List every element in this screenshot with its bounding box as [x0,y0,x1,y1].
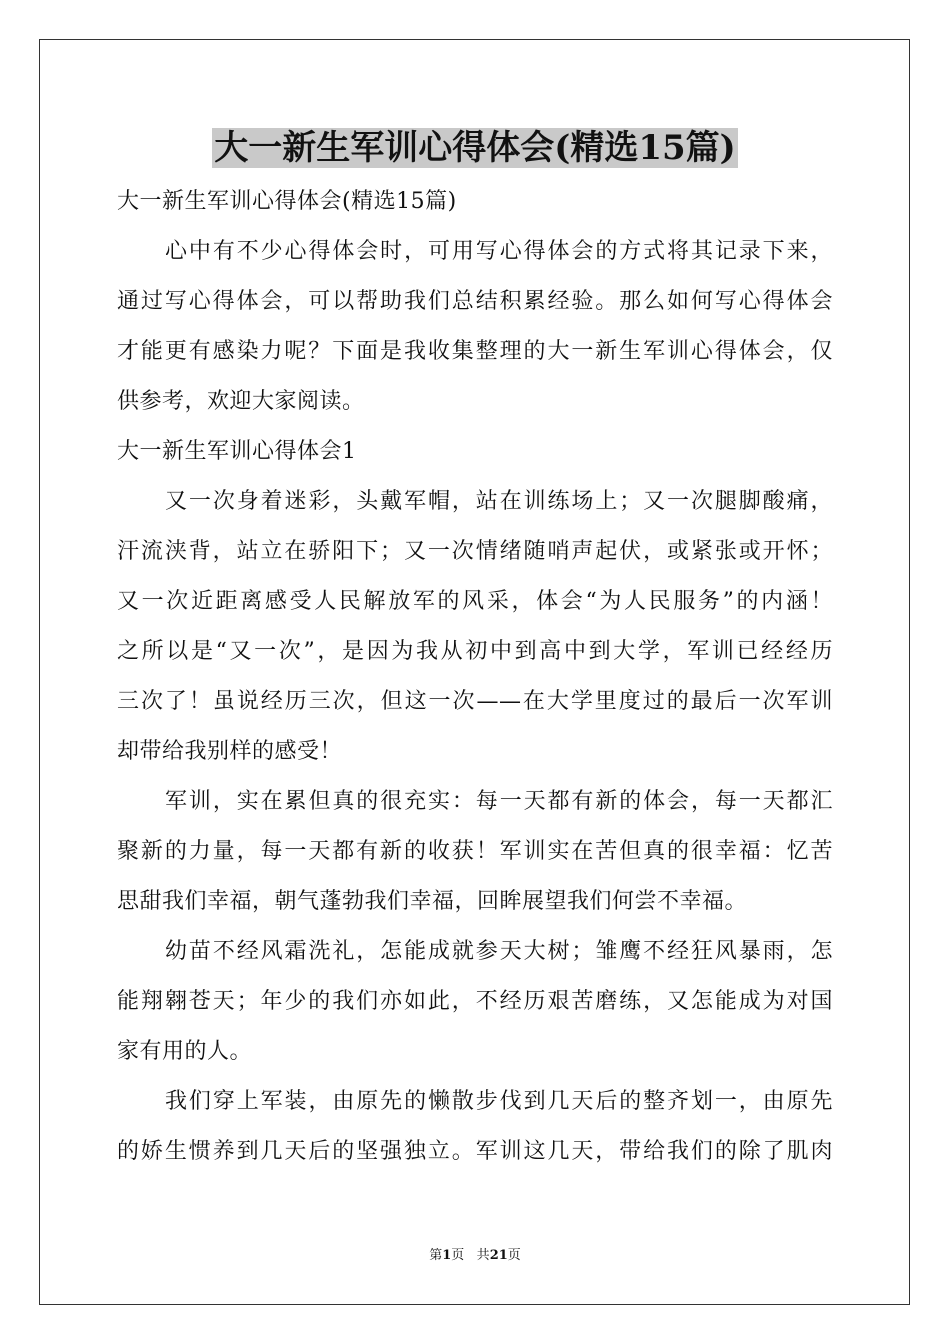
text-line: 我们穿上军装，由原先的懒散步伐到几天后的整齐划一，由原先 [165,1089,833,1114]
text-line: 的娇生惯养到几天后的坚强独立。军训这几天，带给我们的除了肌肉 [117,1139,833,1164]
text-line: 聚新的力量，每一天都有新的收获！军训实在苦但真的很幸福：忆苦 [117,839,833,864]
text-line: 汗流浃背，站立在骄阳下；又一次情绪随哨声起伏，或紧张或开怀； [117,539,833,564]
document-title [0,124,950,172]
document-title-text: 大一新生军训心得体会(精选15篇) [214,128,736,168]
text-line: 之所以是“又一次”，是因为我从初中到高中到大学，军训已经经历 [117,639,833,664]
footer-page-suffix: 页 [451,1248,465,1263]
text-line: 思甜我们幸福，朝气蓬勃我们幸福，回眸展望我们何尝不幸福。 [117,889,748,914]
text-line: 大一新生军训心得体会1 [117,439,357,464]
page-footer [0,1247,950,1265]
text-line: 军训，实在累但真的很充实：每一天都有新的体会，每一天都汇 [165,789,833,814]
footer-total-suffix: 页 [507,1248,521,1263]
text-line: 又一次身着迷彩，头戴军帽，站在训练场上；又一次腿脚酸痛， [165,489,833,514]
text-line: 心中有不少心得体会时，可用写心得体会的方式将其记录下来， [165,239,833,264]
text-line: 能翔翱苍天；年少的我们亦如此，不经历艰苦磨练，又怎能成为对国 [117,989,833,1014]
text-line: 供参考，欢迎大家阅读。 [117,389,365,414]
document-body [117,177,833,1177]
text-line: 通过写心得体会，可以帮助我们总结积累经验。那么如何写心得体会 [117,289,833,314]
text-line: 幼苗不经风霜洗礼，怎能成就参天大树；雏鹰不经狂风暴雨，怎 [165,939,833,964]
text-line: 大一新生军训心得体会(精选15篇) [117,189,457,214]
text-line: 才能更有感染力呢？下面是我收集整理的大一新生军训心得体会，仅 [117,339,833,364]
text-line: 又一次近距离感受人民解放军的风采，体会“为人民服务”的内涵！ [117,589,833,614]
footer-prefix: 第 [429,1248,443,1263]
footer-total-pages: 21 [489,1248,508,1263]
text-line: 家有用的人。 [117,1039,253,1064]
text-line: 却带给我别样的感受！ [117,739,343,764]
footer-page-number: 1 [442,1248,452,1263]
footer-total-prefix: 共 [476,1248,490,1263]
text-line: 三次了！虽说经历三次，但这一次——在大学里度过的最后一次军训 [117,689,833,714]
